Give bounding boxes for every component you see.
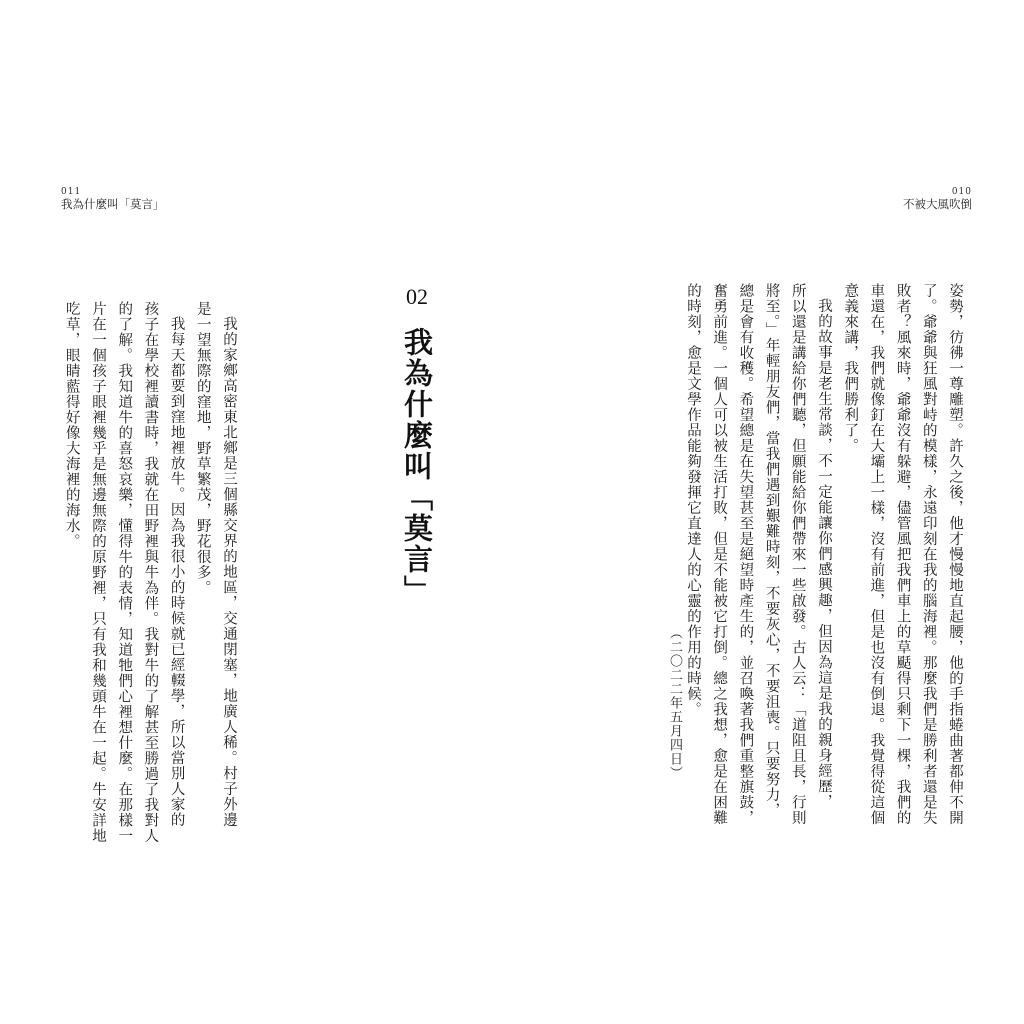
- paragraph: 將至。」年輕朋友們，當我們遇到艱難時刻，不要灰心，不要沮喪。只要努力，: [763, 283, 780, 819]
- chapter-number: 02: [406, 284, 428, 309]
- paragraph: 的了解。我知道牛的喜怒哀樂，懂得牛的表情，知道牠們心裡想什麼。在那樣一: [116, 301, 133, 844]
- body-text: [59, 301, 242, 844]
- body-text: [680, 283, 968, 826]
- paragraph: 所以還是講給你們聽，但願能給你們帶來一些啟發。古人云：「道阻且長，行則: [789, 283, 806, 826]
- paragraph: 是一望無際的窪地，野草繁茂，野花很多。: [194, 301, 211, 596]
- paragraph: 奮勇前進。一個人可以被生活打敗，但是不能被它打倒。總之我想，愈是在困難: [711, 283, 728, 826]
- running-head: 我為什麼叫「莫言」: [61, 197, 165, 211]
- paragraph: 意義來講，我們勝利了。: [842, 283, 859, 454]
- paragraph: 的時刻，愈是文學作品能夠發揮它直達人的心靈的作用的時候。: [684, 283, 701, 717]
- paragraph: 敗者？風來時，爺爺沒有躲避，儘管風把我們車上的草颳得只剩下一棵，我們的: [894, 283, 911, 826]
- paragraph: 吃草，眼睛藍得好像大海裡的海水。: [63, 301, 80, 549]
- paragraph: 總是會有收穫。希望總是在失望甚至是絕望時產生的，並召喚著我們重整旗鼓，: [737, 283, 754, 826]
- page-number: 011: [61, 187, 82, 197]
- chapter-title: 我為什麼叫「莫言」: [400, 327, 434, 606]
- running-head: 不被大風吹倒: [903, 197, 972, 211]
- paragraph: 了。爺爺與狂風對峙的模樣，永遠印刻在我的腦海裡。那麼我們是勝利者還是失: [920, 283, 937, 826]
- paragraph: 我每天都要到窪地裡放牛。因為我很小的時候就已經輟學，所以當別人家的: [168, 315, 185, 827]
- paragraph: 我的家鄉高密東北鄉是三個縣交界的地區，交通閉塞，地廣人稀。村子外邊: [221, 315, 237, 827]
- date-note: （二〇二二年五月四日）: [667, 626, 682, 780]
- paragraph: 姿勢，彷彿一尊雕塑。許久之後，他才慢慢地直起腰，他的手指蜷曲著都伸不開: [947, 283, 963, 826]
- paragraph: 車還在，我們就像釘在大壩上一樣，沒有前進，但是也沒有倒退。我覺得從這個: [868, 283, 885, 826]
- right-page: [512, 0, 1024, 1024]
- paragraph: 我的故事是老生常談，不一定能讓你們感興趣，但因為這是我的親身經歷，: [815, 297, 832, 809]
- page-number: 010: [951, 187, 972, 197]
- paragraph: 孩子在學校裡讀書時，我就在田野裡與牛為伴。我對牛的了解甚至勝過了我對人: [142, 301, 159, 844]
- paragraph: 片在一個孩子眼裡幾乎是無邊無際的原野裡，只有我和幾頭牛在一起。牛安詳地: [89, 301, 106, 844]
